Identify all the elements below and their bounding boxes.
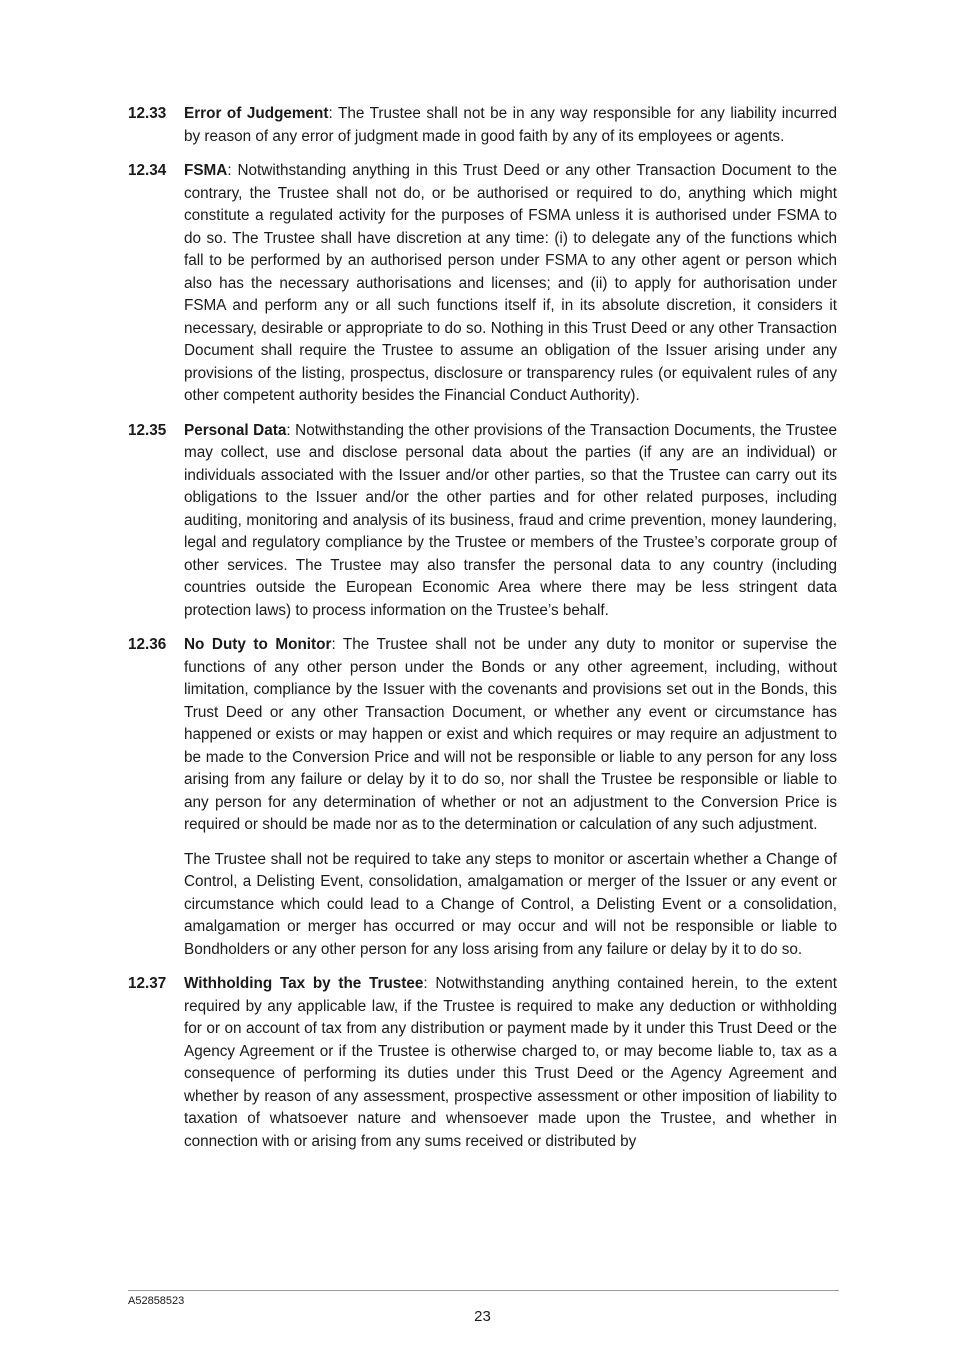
clause-list	[128, 103, 837, 1165]
clause-12-35	[128, 420, 837, 623]
clause-heading: Error of Judgement	[184, 105, 329, 122]
clause-paragraph	[184, 103, 837, 148]
clause-paragraph	[184, 160, 837, 408]
clause-heading: Withholding Tax by the Trustee	[184, 975, 424, 992]
page-number: 23	[474, 1308, 491, 1325]
clause-body	[184, 973, 837, 1153]
clause-text: : Notwithstanding anything contained herein, to the extent required by any applicable law, if the Trustee is required to make any deduction or withholding for or on account of tax from any distribution or payment made by it under this Trust Deed or the Agency Agreement or if the Trustee is otherwise charged to, or may become liable to, tax as a consequence of performing its duties under this Trust Deed or the Agency Agreement and whether by reason of any assessment, prospective assessment or other imposition of liability to taxation of whatsoever nature and whensoever made upon the Trustee, and whether in connection with or arising from any sums received or distributed by	[184, 975, 837, 1150]
clause-body	[184, 634, 837, 961]
clause-heading: Personal Data	[184, 421, 287, 439]
clause-number: 12.33	[128, 105, 167, 122]
clause-paragraph	[184, 420, 837, 623]
clause-body	[184, 103, 837, 148]
clause-body	[184, 160, 837, 408]
document-reference: A52858523	[128, 1295, 185, 1307]
clause-text: : Notwithstanding the other provisions of the Transaction Documents, the Trustee may collect, use and disclose personal data about the parties (if any are an individual) or individuals associated with the Issuer and/or other parties, so that the Trustee can carry out its obligations to the Issuer and/or the other parties and for other related purposes, including auditing, monitoring and analysis of its business, fraud and crime prevention, money laundering, legal and regulatory compliance by the Trustee or members of the Trustee’s corporate group of other services. The Trustee may also transfer the personal data to any country (including countries outside the European Economic Area where there may be less stringent data protection laws) to process information on the Trustee’s behalf.	[184, 421, 837, 619]
clause-text: : The Trustee shall not be under any duty to monitor or supervise the functions of any other person under the Bonds or any other agreement, including, without limitation, compliance by the Issuer with the covenants and provisions set out in the Bonds, this Trust Deed or any other Transaction Document, or whether any event or circumstance has happened or exists or may happen or exist and which requires or may require an adjustment to be made to the Conversion Price and will not be responsible or liable to any person for any loss arising from any failure or delay by it to do so, nor shall the Trustee be responsible or liable to any person for any determination of whether or not an adjustment to the Conversion Price is required or should be made nor as to the determination or calculation of any such adjustment.	[184, 636, 837, 833]
footer-divider	[128, 1290, 839, 1291]
clause-text: : The Trustee shall not be in any way responsible for any liability incurred by reason of any error of judgment made in good faith by any of its employees or agents.	[184, 105, 838, 145]
clause-number: 12.37	[128, 975, 167, 992]
clause-12-33	[128, 103, 837, 148]
clause-paragraph	[184, 634, 837, 837]
clause-heading: FSMA	[184, 162, 228, 179]
clause-12-34	[128, 160, 837, 408]
clause-12-36	[128, 634, 837, 961]
clause-paragraph: The Trustee shall not be required to take any steps to monitor or ascertain whether a Change of Control, a Delisting Event, consolidation, amalgamation or merger of the Issuer or any event or circumstance which could lead to a Change of Control, a Delisting Event or a consolidation, amalgamation or merger has occurred or may occur and will not be responsible or liable to Bondholders or any other person for any loss arising from any failure or delay by it to do so.	[184, 850, 837, 958]
clause-number: 12.34	[128, 162, 167, 179]
clause-paragraph	[184, 973, 837, 1153]
clause-heading: No Duty to Monitor	[184, 636, 332, 653]
clause-12-37	[128, 973, 837, 1153]
clause-body	[184, 420, 837, 623]
clause-number: 12.36	[128, 636, 167, 653]
clause-number: 12.35	[128, 421, 167, 439]
clause-text: : Notwithstanding anything in this Trust Deed or any other Transaction Document to the contrary, the Trustee shall not do, or be authorised or required to do, anything which might constitute a regulated activity for the purposes of FSMA unless it is authorised under FSMA to do so. The Trustee shall have discretion at any time: (i) to delegate any of the functions which fall to be performed by an authorised person under FSMA to any other agent or person which also has the necessary authorisations and licenses; and (ii) to apply for authorisation under FSMA and perform any or all such functions itself if, in its absolute discretion, it considers it necessary, desirable or appropriate to do so. Nothing in this Trust Deed or any other Transaction Document shall require the Trustee to assume an obligation of the Issuer arising under any provisions of the listing, prospectus, disclosure or transparency rules (or equivalent rules of any other competent authority besides the Financial Conduct Authority).	[184, 162, 837, 404]
